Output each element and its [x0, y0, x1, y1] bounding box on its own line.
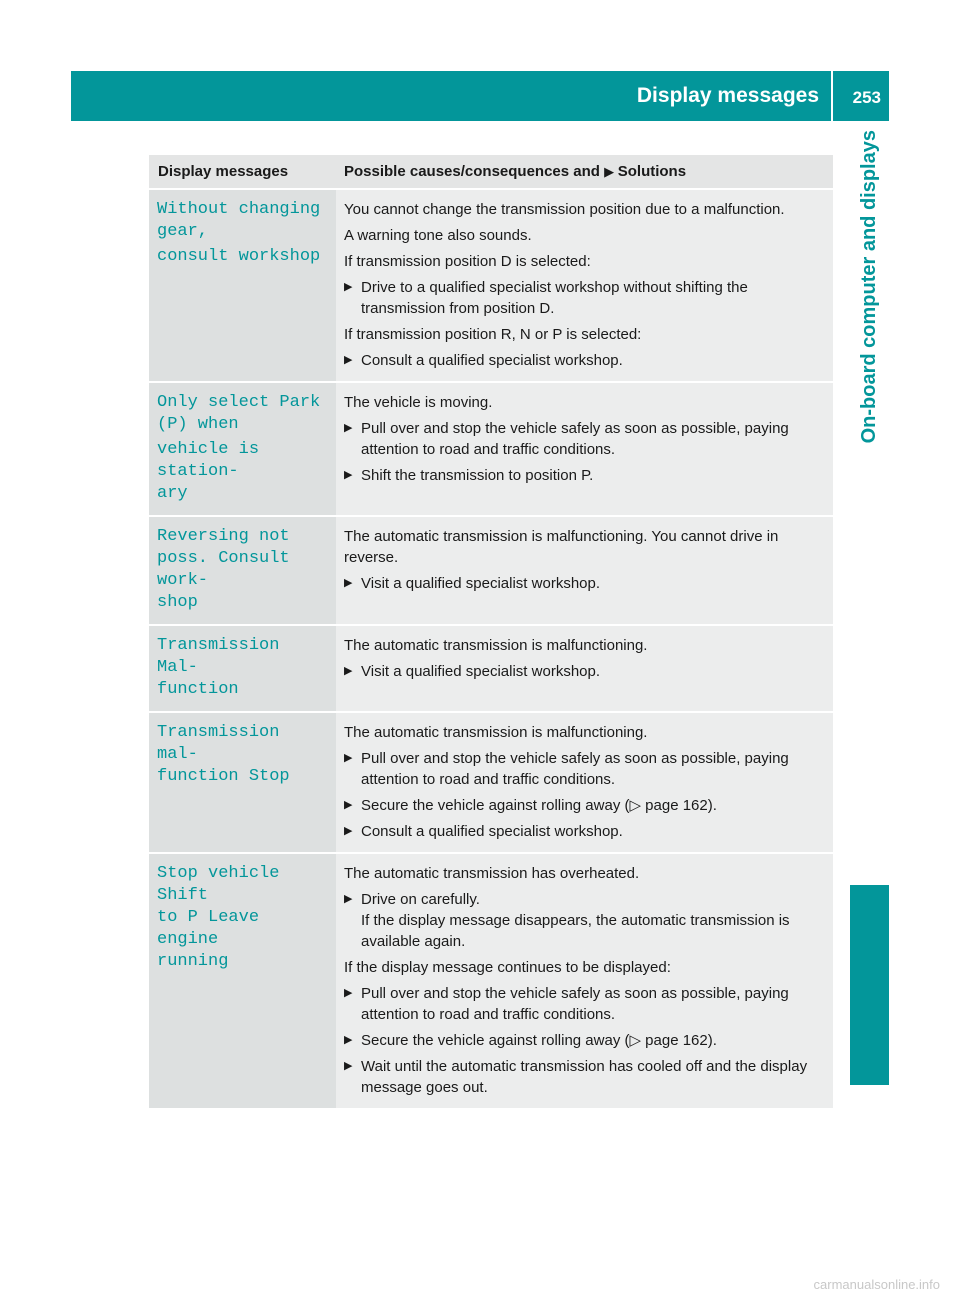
- solution-step-text: Pull over and stop the vehicle safely as soon as possible, paying attention to road and traffic conditions.: [361, 985, 789, 1023]
- solution-step-text: Shift the transmission to position P.: [361, 467, 594, 484]
- solution-step: [344, 418, 831, 460]
- cause-text: The vehicle is moving.: [344, 394, 493, 411]
- col-header-causes: Possible causes/consequences and: [344, 163, 600, 180]
- arrow-right-icon: ▶: [344, 1034, 353, 1046]
- display-message-text: Only select Park (P) when: [157, 393, 321, 434]
- solution-step-text: Wait until the automatic transmission has cooled off and the display message goes out.: [361, 1058, 808, 1096]
- display-message-text: Without changing gear,: [157, 200, 321, 241]
- solution-step-text: Pull over and stop the vehicle safely as soon as possible, paying attention to road and traffic conditions.: [361, 750, 789, 788]
- display-message-text: Transmission mal‐ function Stop: [157, 723, 290, 786]
- solution-cell: [336, 517, 833, 624]
- solution-step-text: Secure the vehicle against rolling away (▷ page 162).: [361, 1032, 717, 1049]
- chapter-marker: [850, 885, 889, 1085]
- solution-step-text: Visit a qualified specialist workshop.: [361, 663, 601, 680]
- arrow-right-icon: ▶: [344, 422, 353, 434]
- table-row: [149, 852, 833, 1108]
- cause-text: The automatic transmission is malfunctioning.: [344, 724, 648, 741]
- solution-cell: [336, 190, 833, 381]
- arrow-right-icon: ▶: [344, 469, 353, 481]
- arrow-right-icon: ▶: [344, 354, 353, 366]
- solution-step: [344, 350, 831, 371]
- arrow-right-icon: ▶: [344, 893, 353, 905]
- col-header-solutions: [336, 155, 833, 188]
- solution-step: [344, 1030, 831, 1051]
- solution-step-text: Pull over and stop the vehicle safely as soon as possible, paying attention to road and traffic conditions.: [361, 420, 789, 458]
- message-cell: [149, 383, 336, 515]
- page-number: 253: [852, 88, 881, 107]
- table-body: [149, 188, 833, 1108]
- solution-step: [344, 795, 831, 816]
- cause-text: If transmission position R, N or P is selected:: [344, 326, 642, 343]
- solution-step-text: Consult a qualified specialist workshop.: [361, 823, 623, 840]
- table-row: [149, 381, 833, 515]
- display-message-text: Reversing not poss. Consult work‐ shop: [157, 527, 290, 612]
- message-cell: [149, 713, 336, 852]
- solution-step: [344, 748, 831, 790]
- arrow-right-icon: ▶: [344, 665, 353, 677]
- message-cell: [149, 854, 336, 1108]
- display-message-text: Transmission Mal‐ function: [157, 636, 280, 699]
- table-row: [149, 515, 833, 624]
- message-cell: [149, 626, 336, 711]
- table-header: [149, 155, 833, 188]
- solution-step-text: Visit a qualified specialist workshop.: [361, 575, 601, 592]
- solution-step: [344, 661, 831, 682]
- cause-text: If transmission position D is selected:: [344, 253, 591, 270]
- display-messages-table: [149, 155, 833, 1108]
- solution-step: [344, 573, 831, 594]
- page-header: [71, 71, 889, 121]
- watermark: carmanualsonline.info: [813, 1277, 940, 1292]
- display-message-text: Stop vehicle Shift to P Leave engine running: [157, 864, 280, 971]
- solution-cell: [336, 854, 833, 1108]
- solution-cell: [336, 626, 833, 711]
- table-row: [149, 624, 833, 711]
- cause-text: The automatic transmission is malfunctioning. You cannot drive in reverse.: [344, 528, 779, 566]
- solution-step: [344, 889, 831, 952]
- solution-step: [344, 983, 831, 1025]
- col-header-messages: Display messages: [158, 163, 289, 180]
- arrow-right-icon: ▶: [344, 752, 353, 764]
- cause-text: The automatic transmission has overheated.: [344, 865, 640, 882]
- cause-text: The automatic transmission is malfunctioning.: [344, 637, 648, 654]
- solution-step-text: Consult a qualified specialist workshop.: [361, 352, 623, 369]
- solution-step-text: Secure the vehicle against rolling away (▷ page 162).: [361, 797, 717, 814]
- solution-step: [344, 277, 831, 319]
- chapter-tab: [850, 130, 889, 870]
- header-divider: [831, 71, 833, 121]
- chapter-tab-label: On-board computer and displays: [858, 130, 880, 444]
- section-title: Display messages: [636, 84, 819, 107]
- solution-step-text: Drive on carefully. If the display message disappears, the automatic transmission is available again.: [361, 891, 790, 950]
- solution-step: [344, 821, 831, 842]
- solution-cell: [336, 383, 833, 515]
- arrow-right-icon: ▶: [344, 577, 353, 589]
- col-header-solutions-label: Solutions: [617, 163, 687, 180]
- cause-text: You cannot change the transmission position due to a malfunction.: [344, 201, 785, 218]
- cause-text: A warning tone also sounds.: [344, 227, 532, 244]
- arrow-right-icon: ▶: [344, 281, 353, 293]
- arrow-right-icon: ▶: [344, 1060, 353, 1072]
- table-row: [149, 711, 833, 852]
- display-message-text: vehicle is station‐ ary: [157, 440, 260, 503]
- arrow-right-icon: ▶: [604, 164, 618, 179]
- solution-step: [344, 1056, 831, 1098]
- arrow-right-icon: ▶: [344, 987, 353, 999]
- message-cell: [149, 190, 336, 381]
- message-cell: [149, 517, 336, 624]
- arrow-right-icon: ▶: [344, 799, 353, 811]
- cause-text: If the display message continues to be displayed:: [344, 959, 671, 976]
- solution-step: [344, 465, 831, 486]
- table-row: [149, 188, 833, 381]
- solution-step-text: Drive to a qualified specialist workshop without shifting the transmission from position D.: [361, 279, 748, 317]
- solution-cell: [336, 713, 833, 852]
- arrow-right-icon: ▶: [344, 825, 353, 837]
- display-message-text: consult workshop: [157, 247, 321, 266]
